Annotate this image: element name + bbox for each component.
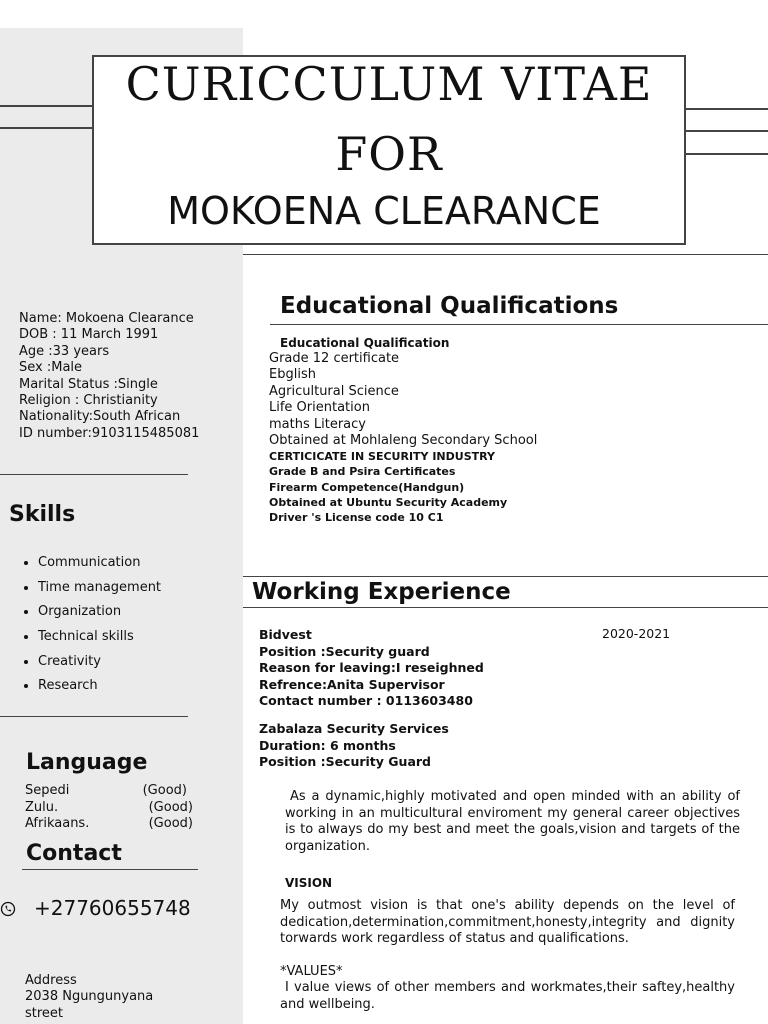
job-reason: Reason for leaving:I reseighned — [259, 660, 484, 675]
language-name: Sepedi — [25, 783, 70, 798]
language-list — [25, 783, 193, 833]
education-item: Ebglish — [269, 367, 316, 383]
job-duration: Duration: 6 months — [259, 737, 396, 753]
language-level: (Good) — [148, 799, 193, 815]
language-row — [25, 783, 193, 800]
address-label: Address — [25, 973, 77, 988]
skill-item: • Time management — [38, 576, 161, 601]
job-contact: Contact number : 0113603480 — [259, 693, 473, 708]
job-position: Position :Security Guard — [259, 754, 431, 769]
education-item: Grade 12 certificate — [269, 351, 400, 366]
decor-line-left-2 — [0, 127, 94, 129]
job-company: Bidvest — [259, 627, 312, 642]
phone-icon — [0, 901, 16, 917]
decor-line-left-1 — [0, 105, 94, 107]
certificate-item: Grade B and Psira Certificates — [269, 465, 456, 479]
education-underline — [270, 324, 768, 325]
education-list — [269, 351, 537, 449]
job-reference: Refrence:Anita Supervisor — [259, 676, 445, 692]
skill-item: • Research — [38, 674, 161, 699]
job-company: Zabalaza Security Services — [259, 721, 449, 736]
section-top-line — [243, 254, 768, 255]
language-row — [25, 816, 193, 833]
language-name: Afrikaans. — [25, 816, 90, 831]
education-subheading: Educational Qualification — [280, 336, 450, 350]
contact-heading: Contact — [26, 841, 122, 866]
decor-line-right-3 — [686, 153, 768, 155]
career-objective — [285, 789, 740, 855]
contact-underline — [22, 869, 198, 870]
skills-list — [20, 551, 161, 699]
decor-line-right-1 — [686, 108, 768, 110]
address-line: street — [25, 1005, 64, 1021]
skill-item: • Technical skills — [38, 625, 161, 650]
personal-age: Age :33 years — [19, 343, 110, 359]
personal-marital: Marital Status :Single — [19, 376, 158, 392]
language-heading: Language — [26, 750, 148, 775]
personal-dob: DOB : 11 March 1991 — [19, 327, 159, 343]
job-zabalaza — [259, 721, 449, 771]
phone-number: +27760655748 — [34, 896, 191, 920]
education-certificates — [269, 449, 507, 525]
vision-heading: VISION — [285, 876, 333, 890]
language-name: Zulu. — [25, 799, 59, 815]
skills-heading: Skills — [9, 502, 76, 527]
values-heading: *VALUES* — [280, 964, 343, 979]
experience-top-line — [243, 576, 768, 577]
education-item: Agricultural Science — [269, 383, 399, 399]
language-level: (Good) — [148, 816, 193, 831]
education-item: Life Orientation — [269, 400, 370, 416]
experience-underline — [243, 607, 768, 608]
sidebar-divider-2 — [0, 716, 188, 717]
skill-item: • Organization — [38, 600, 161, 625]
language-level: (Good) — [142, 783, 187, 798]
job-bidvest — [259, 627, 484, 710]
personal-religion: Religion : Christianity — [19, 393, 158, 409]
certificate-item: Firearm Competence(Handgun) — [269, 480, 465, 494]
objective-text: As a dynamic,highly motivated and open minded with an ability of working in an multicultural enviroment my general career objectives is to always do my best and meet the goals,vision and targets of the organization. — [285, 789, 740, 854]
certificate-item: Obtained at Ubuntu Security Academy — [269, 495, 508, 509]
skill-item: • Communication — [38, 551, 161, 576]
job-position: Position :Security guard — [259, 643, 430, 659]
vision-text: My outmost vision is that one's ability depends on the level of dedication,determination,commitment,honesty,integrity and dignity torwards work regardless of status and qualifications. — [280, 898, 735, 946]
education-heading: Educational Qualifications — [280, 293, 619, 319]
address-line: 2038 Ngungunyana — [25, 989, 154, 1005]
experience-heading: Working Experience — [252, 579, 511, 605]
personal-id: ID number:9103115485081 — [19, 425, 200, 441]
skill-item: • Creativity — [38, 650, 161, 675]
personal-details — [19, 311, 234, 442]
title-line-name: MOKOENA CLEARANCE — [167, 189, 601, 233]
decor-line-right-2 — [686, 130, 768, 132]
title-line-cv: CURICCULUM VITAE — [125, 57, 653, 111]
education-item: Obtained at Mohlaleng Secondary School — [269, 433, 538, 449]
personal-sex: Sex :Male — [19, 360, 83, 376]
certificate-item: Driver 's License code 10 C1 — [269, 511, 444, 525]
title-line-for: FOR — [335, 127, 443, 181]
education-item: maths Literacy — [269, 416, 366, 432]
title-box — [92, 55, 686, 245]
personal-name: Name: Mokoena Clearance — [19, 311, 194, 326]
personal-nationality: Nationality:South African — [19, 409, 181, 425]
address-block — [25, 973, 153, 1022]
values-text: I value views of other members and workmates,their saftey,healthy and wellbeing. — [280, 980, 735, 1012]
certificate-item: CERTICICATE IN SECURITY INDUSTRY — [269, 450, 495, 463]
job-years: 2020-2021 — [602, 626, 671, 641]
sidebar-divider-1 — [0, 474, 188, 475]
language-row — [25, 800, 193, 817]
